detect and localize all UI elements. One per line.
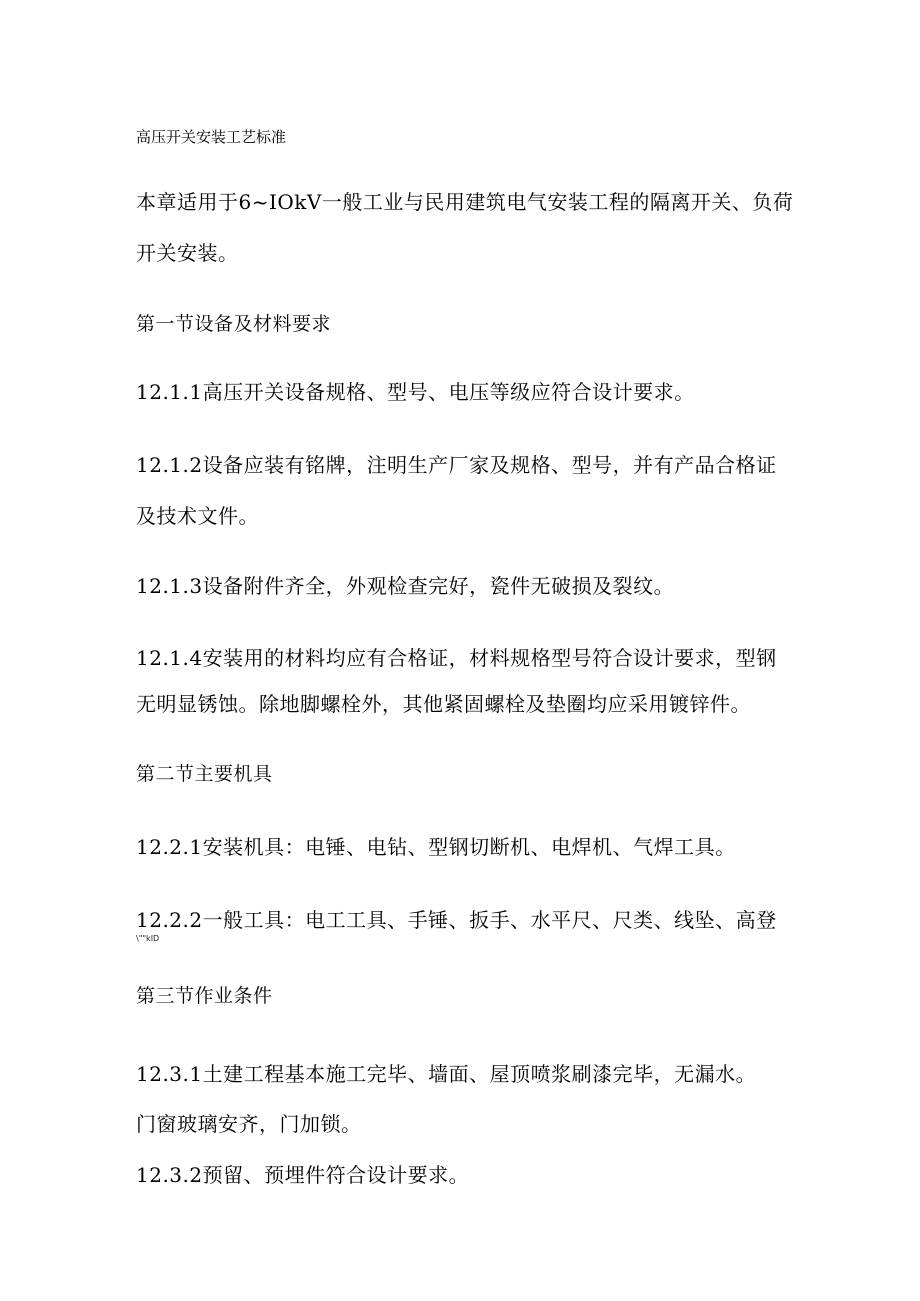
section-2-item-2-line-1: 12.2.2一般工具：电工工具、手锤、扳手、水平尺、尺类、线坠、高登 xyxy=(136,908,777,932)
section-1-item-2-line-2: 及技术文件。 xyxy=(136,504,259,528)
section-2-item-2-garbled-text: \""kID xyxy=(136,934,160,943)
document-title: 高压开关安装工艺标准 xyxy=(136,128,287,146)
section-1-item-4-line-1: 12.1.4安装用的材料均应有合格证，材料规格型号符合设计要求，型钢 xyxy=(136,646,777,670)
intro-paragraph-line-1: 本章适用于6~IOkV一般工业与民用建筑电气安装工程的隔离开关、负荷 xyxy=(136,190,794,214)
section-2-heading: 第二节主要机具 xyxy=(136,763,273,785)
section-1-item-4-line-2: 无明显锈蚀。除地脚螺栓外，其他紧固螺栓及垫圈均应采用镀锌件。 xyxy=(136,692,751,716)
intro-paragraph-line-2: 开关安装。 xyxy=(136,241,239,265)
section-3-item-2: 12.3.2预留、预埋件符合设计要求。 xyxy=(136,1163,470,1187)
section-3-item-1-continuation: 门窗玻璃安齐，门加锁。 xyxy=(136,1112,362,1136)
section-1-item-2-line-1: 12.1.2设备应装有铭牌，注明生产厂家及规格、型号，并有产品合格证 xyxy=(136,453,777,477)
section-3-item-1: 12.3.1土建工程基本施工完毕、墙面、屋顶喷浆刷漆完毕，无漏水。 xyxy=(136,1062,757,1086)
section-1-item-1: 12.1.1高压开关设备规格、型号、电压等级应符合设计要求。 xyxy=(136,380,695,404)
section-2-item-1: 12.2.1安装机具：电锤、电钻、型钢切断机、电焊机、气焊工具。 xyxy=(136,835,736,859)
section-1-item-3: 12.1.3设备附件齐全，外观检查完好，瓷件无破损及裂纹。 xyxy=(136,574,675,598)
section-1-heading: 第一节设备及材料要求 xyxy=(136,313,332,335)
section-3-heading: 第三节作业条件 xyxy=(136,985,273,1007)
